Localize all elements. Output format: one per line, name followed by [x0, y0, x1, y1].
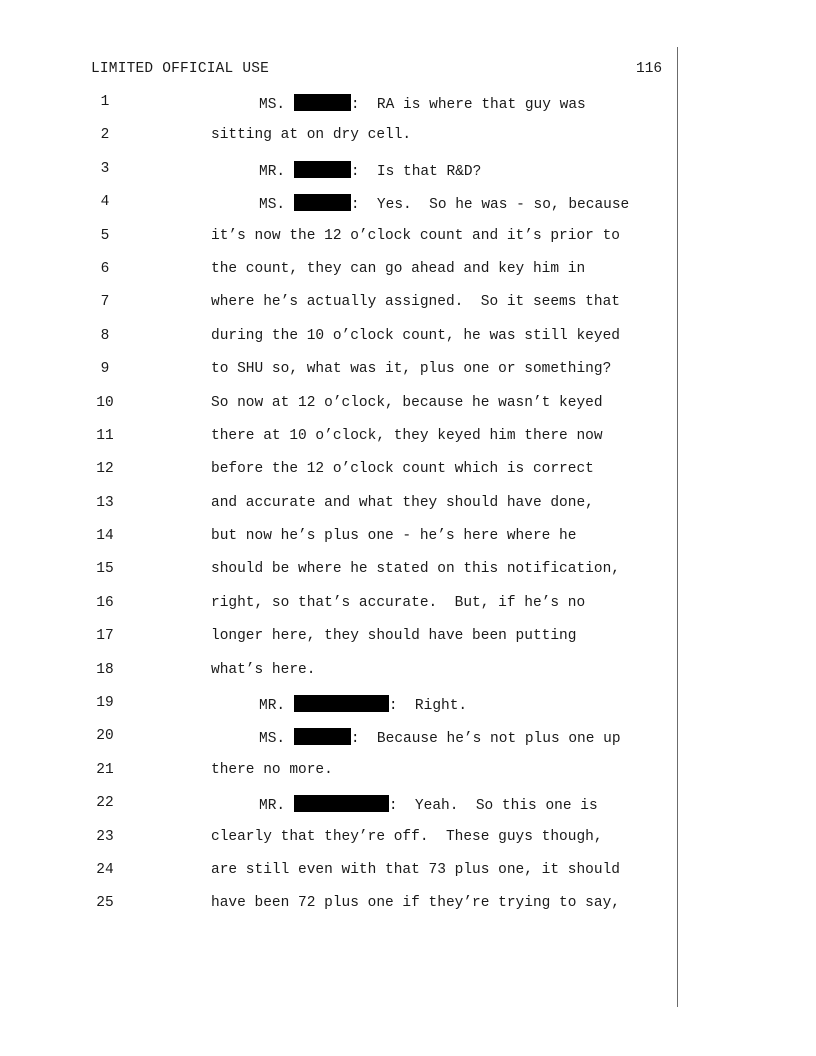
- line-content: : Yes. So he was - so, because: [350, 197, 630, 214]
- line-content: during the 10 o’clock count, he was still keyed: [211, 327, 620, 344]
- line-number: 16: [96, 594, 114, 611]
- redaction-box: [294, 795, 389, 812]
- line-text: [211, 528, 576, 544]
- transcript-line: [0, 561, 700, 594]
- line-text: [259, 695, 467, 714]
- line-number: 15: [96, 561, 114, 578]
- transcript-line: [0, 361, 700, 394]
- line-number: 11: [96, 427, 114, 444]
- line-text: [211, 829, 603, 845]
- line-content: there at 10 o’clock, they keyed him there now: [211, 427, 603, 444]
- transcript-line: [0, 428, 700, 461]
- line-content: what’s here.: [211, 661, 316, 678]
- line-number: 9: [100, 361, 110, 378]
- transcript-line: [0, 895, 700, 928]
- line-text: [211, 361, 611, 377]
- line-content: are still even with that 73 plus one, it should: [211, 861, 620, 878]
- transcript-line: [0, 862, 700, 895]
- line-content: should be where he stated on this notification,: [211, 561, 620, 578]
- transcript-line: [0, 829, 700, 862]
- line-number: 22: [96, 795, 114, 812]
- transcript-line: [0, 795, 700, 828]
- transcript-line: [0, 261, 700, 294]
- redaction-box: [294, 695, 389, 712]
- transcript-line: [0, 395, 700, 428]
- line-number: 7: [100, 294, 110, 311]
- transcript-line: [0, 695, 700, 728]
- line-text: [211, 294, 620, 310]
- speaker-title: MR.: [259, 163, 286, 180]
- line-text: [259, 728, 621, 747]
- line-number: 1: [100, 94, 110, 110]
- line-content: longer here, they should have been putting: [211, 628, 577, 645]
- line-content: before the 12 o’clock count which is correct: [211, 461, 594, 478]
- redaction-box: [294, 728, 351, 745]
- transcript-line: [0, 662, 700, 695]
- transcript-body: [0, 94, 700, 929]
- line-number: 3: [100, 160, 110, 177]
- line-text: [211, 561, 620, 577]
- line-number: 8: [100, 327, 110, 344]
- line-text: [211, 628, 576, 644]
- line-content: clearly that they’re off. These guys though,: [211, 828, 603, 845]
- transcript-line: [0, 528, 700, 561]
- line-number: 4: [100, 194, 110, 211]
- line-text: [211, 662, 315, 678]
- line-number: 2: [100, 127, 110, 144]
- transcript-line: [0, 328, 700, 361]
- speaker-title: MS.: [259, 197, 286, 214]
- line-text: [211, 428, 603, 444]
- line-text: [211, 228, 620, 244]
- line-number: 17: [96, 628, 114, 645]
- line-number: 25: [96, 895, 114, 912]
- transcript-line: [0, 294, 700, 327]
- line-text: [211, 595, 585, 611]
- transcript-line: [0, 728, 700, 761]
- transcript-line: [0, 228, 700, 261]
- line-text: [211, 127, 411, 143]
- line-text: [259, 795, 598, 814]
- line-number: 14: [96, 528, 114, 545]
- line-content: : Right.: [388, 698, 468, 715]
- speaker-title: MR.: [259, 798, 286, 815]
- speaker-title: MR.: [259, 698, 286, 715]
- line-text: [211, 328, 620, 344]
- speaker-title: MS.: [259, 731, 286, 748]
- line-content: to SHU so, what was it, plus one or something?: [211, 361, 612, 378]
- redaction-box: [294, 194, 351, 211]
- line-content: and accurate and what they should have done,: [211, 494, 594, 511]
- line-number: 5: [100, 227, 110, 244]
- transcript-line: [0, 461, 700, 494]
- line-number: 13: [96, 494, 114, 511]
- line-text: [211, 261, 585, 277]
- line-text: [211, 461, 594, 477]
- line-content: sitting at on dry cell.: [211, 127, 412, 144]
- transcript-line: [0, 495, 700, 528]
- line-content: : RA is where that guy was: [350, 97, 586, 113]
- line-number: 23: [96, 828, 114, 845]
- transcript-line: [0, 595, 700, 628]
- line-text: [259, 161, 481, 180]
- line-number: 19: [96, 695, 114, 712]
- line-content: the count, they can go ahead and key him in: [211, 260, 586, 277]
- line-content: right, so that’s accurate. But, if he’s no: [211, 594, 586, 611]
- line-number: 12: [96, 461, 114, 478]
- line-text: [211, 895, 620, 911]
- transcript-line: [0, 194, 700, 227]
- transcript-line: [0, 94, 700, 127]
- line-content: have been 72 plus one if they’re trying to say,: [211, 895, 620, 912]
- line-text: [211, 395, 603, 411]
- line-text: [259, 94, 586, 113]
- line-content: it’s now the 12 o’clock count and it’s prior to: [211, 227, 620, 244]
- line-text: [211, 862, 620, 878]
- line-text: [259, 194, 629, 213]
- page-number: 116: [636, 61, 663, 77]
- line-content: : Yeah. So this one is: [388, 798, 598, 815]
- line-number: 21: [96, 761, 114, 778]
- line-content: there no more.: [211, 761, 333, 778]
- transcript-line: [0, 628, 700, 661]
- line-content: So now at 12 o’clock, because he wasn’t keyed: [211, 394, 603, 411]
- line-number: 6: [100, 260, 110, 277]
- line-number: 10: [96, 394, 114, 411]
- transcript-line: [0, 762, 700, 795]
- line-text: [211, 762, 333, 778]
- line-number: 20: [96, 728, 114, 745]
- line-content: : Because he’s not plus one up: [350, 731, 621, 748]
- line-number: 18: [96, 661, 114, 678]
- line-text: [211, 495, 594, 511]
- transcript-line: [0, 161, 700, 194]
- transcript-line: [0, 127, 700, 160]
- redaction-box: [294, 161, 351, 178]
- line-number: 24: [96, 861, 114, 878]
- classification-header: LIMITED OFFICIAL USE: [91, 61, 270, 77]
- line-content: where he’s actually assigned. So it seems that: [211, 294, 620, 311]
- line-content: : Is that R&D?: [350, 163, 482, 180]
- line-content: but now he’s plus one - he’s here where he: [211, 528, 577, 545]
- speaker-title: MS.: [259, 97, 286, 113]
- redaction-box: [294, 94, 351, 111]
